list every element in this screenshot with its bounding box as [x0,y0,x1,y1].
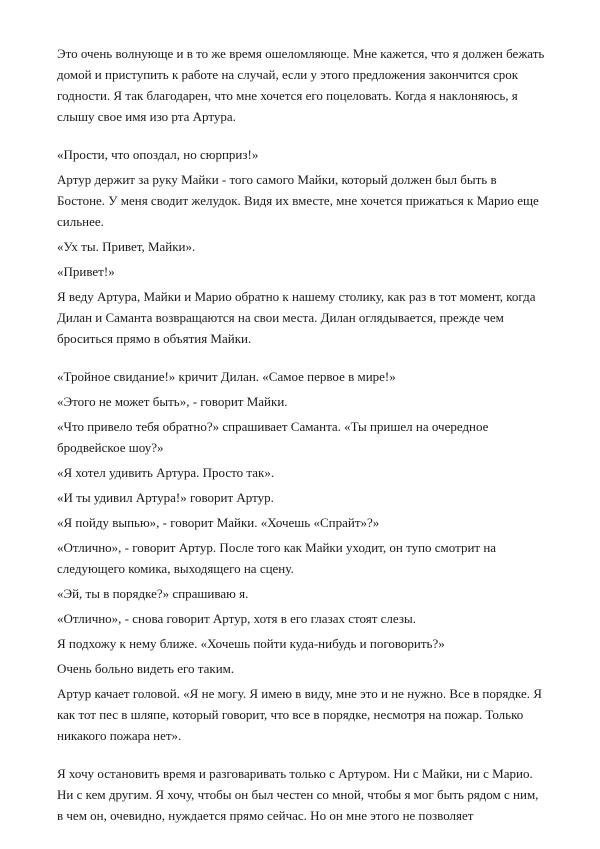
paragraph-1: Это очень волнующе и в то же время ошеломляюще. Мне кажется, что я должен бежать домой и приступить к работе на случай, если у этого предложения закончится срок годности. Я так благодарен, что мне хочется его поцеловать. Когда я наклоняюсь, я слышу свое имя изо рта Артура. [57,46,545,124]
paragraph-18: Артур качает головой. «Я не могу. Я имею в виду, мне это и не нужно. Все в порядке. Я как тот пес в шляпе, который говорит, что все в порядке, несмотря на пожар. Только никакого пожара нет». [57,686,542,743]
paragraph-17: Очень больно видеть его таким. [57,661,235,676]
paragraph-12: «Я пойду выпью», - говорит Майки. «Хочешь «Спрайт»?» [57,515,380,530]
document-body [57,43,547,830]
paragraph-7: «Тройное свидание!» кричит Дилан. «Самое первое в мире!» [57,369,396,384]
paragraph-19: Я хочу остановить время и разговаривать только с Артуром. Ни с Майки, ни с Марио. Ни с кем другим. Я хочу, чтобы он был честен со мной, чтобы я мог быть рядом с ним, в чем он, очевидно, нуждается прямо сейчас. Но он мне этого не позволяет [57,766,539,823]
paragraph-13: «Отлично», - говорит Артур. После того как Майки уходит, он тупо смотрит на следующего комика, выходящего на сцену. [57,540,497,576]
paragraph-11: «И ты удивил Артура!» говорит Артур. [57,490,274,505]
paragraph-3: Артур держит за руку Майки - того самого Майки, который должен был быть в Бостоне. У меня сводит желудок. Видя их вместе, мне хочется прижаться к Марио еще сильнее. [57,172,539,229]
paragraph-14: «Эй, ты в порядке?» спрашиваю я. [57,586,249,601]
paragraph-15: «Отлично», - снова говорит Артур, хотя в его глазах стоят слезы. [57,611,416,626]
paragraph-5: «Привет!» [57,264,115,279]
paragraph-2: «Прости, что опоздал, но сюрприз!» [57,147,259,162]
paragraph-9: «Что привело тебя обратно?» спрашивает Саманта. «Ты пришел на очередное бродвейское шоу?» [57,419,489,455]
paragraph-16: Я подхожу к нему ближе. «Хочешь пойти куда-нибудь и поговорить?» [57,636,445,651]
paragraph-4: «Ух ты. Привет, Майки». [57,239,196,254]
paragraph-10: «Я хотел удивить Артура. Просто так». [57,465,275,480]
paragraph-8: «Этого не может быть», - говорит Майки. [57,394,288,409]
paragraph-6: Я веду Артура, Майки и Марио обратно к нашему столику, как раз в тот момент, когда Дилан и Саманта возвращаются на свои места. Дилан оглядывается, прежде чем броситься прямо в объятия Майки. [57,289,536,346]
